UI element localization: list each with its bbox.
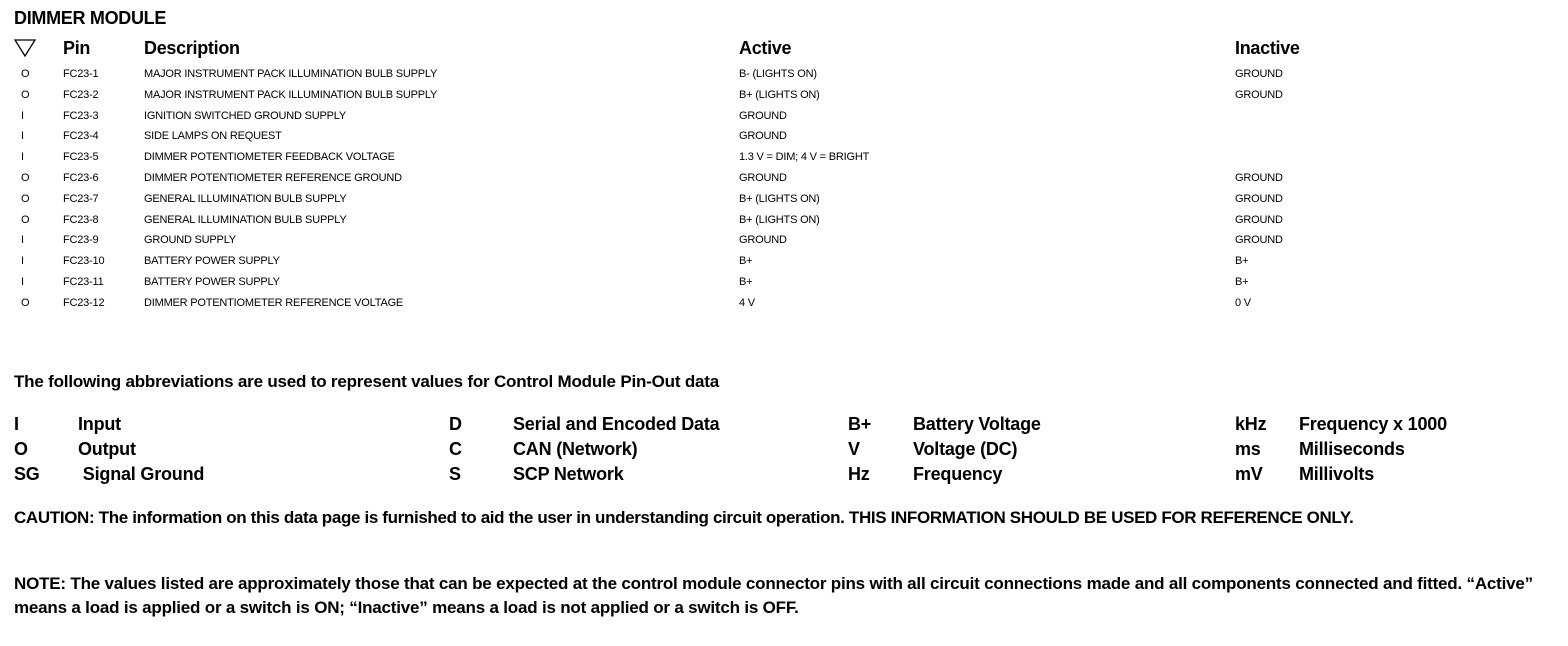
table-row — [14, 230, 1554, 251]
abbreviation-meaning: CAN (Network) — [513, 439, 638, 459]
active-cell: GROUND — [739, 109, 787, 122]
table-row — [14, 64, 1554, 85]
abbreviation-meaning: Frequency — [913, 464, 1003, 484]
inactive-cell: B+ — [1235, 275, 1249, 288]
table-row — [14, 293, 1554, 314]
inactive-cell: GROUND — [1235, 234, 1283, 247]
description-cell: DIMMER POTENTIOMETER FEEDBACK VOLTAGE — [144, 151, 395, 164]
inactive-cell: GROUND — [1235, 171, 1283, 184]
io-cell: O — [21, 88, 30, 101]
active-cell: 1.3 V = DIM; 4 V = BRIGHT — [739, 151, 870, 164]
pin-cell: FC23-7 — [63, 192, 99, 205]
pin-cell: FC23-8 — [63, 213, 99, 226]
inactive-cell: 0 V — [1235, 296, 1251, 309]
io-cell: I — [21, 234, 24, 247]
abbreviation-meaning: Signal Ground — [78, 464, 205, 484]
inactive-cell: GROUND — [1235, 88, 1283, 101]
description-cell: MAJOR INSTRUMENT PACK ILLUMINATION BULB SUPPLY — [144, 88, 438, 101]
abbreviation-row — [14, 439, 1554, 464]
active-cell: B+ — [739, 275, 753, 288]
table-row — [14, 147, 1554, 168]
table-row — [14, 210, 1554, 231]
abbreviation-meaning: SCP Network — [513, 464, 624, 484]
abbreviation-code: mV — [1235, 464, 1263, 484]
abbreviation-row — [14, 464, 1554, 489]
description-cell: DIMMER POTENTIOMETER REFERENCE VOLTAGE — [144, 296, 404, 309]
inactive-cell: GROUND — [1235, 213, 1283, 226]
abbreviation-meaning: Output — [78, 439, 136, 459]
inactive-cell: GROUND — [1235, 192, 1283, 205]
pin-cell: FC23-6 — [63, 171, 99, 184]
abbreviation-meaning: Millivolts — [1299, 464, 1375, 484]
active-cell: B+ — [739, 255, 753, 268]
table-row — [14, 106, 1554, 127]
description-cell: GENERAL ILLUMINATION BULB SUPPLY — [144, 213, 347, 226]
table-body — [14, 64, 1554, 314]
description-cell: MAJOR INSTRUMENT PACK ILLUMINATION BULB SUPPLY — [144, 68, 438, 80]
description-cell: BATTERY POWER SUPPLY — [144, 255, 280, 268]
io-cell: O — [21, 213, 30, 226]
triangle-down-icon — [14, 38, 44, 57]
table-row — [14, 272, 1554, 293]
table-header — [14, 38, 1554, 64]
active-cell: B+ (LIGHTS ON) — [739, 213, 820, 226]
abbreviation-meaning: Frequency x 1000 — [1299, 414, 1447, 434]
active-cell: 4 V — [739, 296, 755, 309]
module-title: DIMMER MODULE — [14, 8, 167, 28]
io-cell: I — [21, 255, 24, 268]
abbreviation-row — [14, 414, 1554, 439]
description-cell: SIDE LAMPS ON REQUEST — [144, 130, 282, 143]
description-cell: GROUND SUPPLY — [144, 234, 236, 247]
io-cell: I — [21, 109, 24, 122]
inactive-cell: GROUND — [1235, 68, 1283, 80]
abbreviation-code: O — [14, 439, 28, 459]
active-cell: GROUND — [739, 234, 787, 247]
abbreviation-code: V — [848, 439, 860, 459]
abbreviation-meaning: Milliseconds — [1299, 439, 1405, 459]
abbreviation-code: S — [449, 464, 461, 484]
io-cell: O — [21, 68, 30, 80]
pin-out-table — [14, 38, 1554, 314]
abbreviation-code: kHz — [1235, 414, 1267, 434]
abbreviation-meaning: Serial and Encoded Data — [513, 414, 720, 434]
pin-cell: FC23-2 — [63, 88, 99, 101]
description-cell: DIMMER POTENTIOMETER REFERENCE GROUND — [144, 171, 402, 184]
table-row — [14, 126, 1554, 147]
abbreviation-meaning: Battery Voltage — [913, 414, 1041, 434]
caution-text: CAUTION: The information on this data page is furnished to aid the user in understanding circuit operation. THIS INFORMATION SHOULD BE USED FOR REFERENCE ONLY. — [14, 508, 1354, 527]
abbreviation-code: B+ — [848, 414, 872, 434]
active-cell: B+ (LIGHTS ON) — [739, 88, 820, 101]
abbreviation-meaning: Input — [78, 414, 121, 434]
table-row — [14, 251, 1554, 272]
io-cell: I — [21, 130, 24, 143]
io-cell: I — [21, 151, 24, 164]
abbreviation-code: I — [14, 414, 19, 434]
pin-cell: FC23-12 — [63, 296, 105, 309]
header-pin: Pin — [63, 38, 91, 58]
abbreviation-code: D — [449, 414, 462, 434]
abbreviations-heading: The following abbreviations are used to represent values for Control Module Pin-Out data — [14, 372, 719, 391]
pin-cell: FC23-1 — [63, 68, 99, 80]
table-row — [14, 168, 1554, 189]
io-cell: I — [21, 275, 24, 288]
note-text: NOTE: The values listed are approximately those that can be expected at the control module connector pins with all circuit connections made and all components connected and fitted. “Active” means a load is applied or a switch is ON; “Inactive” means a load is not applied or a switch is OFF. — [14, 574, 1533, 617]
pin-cell: FC23-11 — [63, 275, 104, 288]
header-inactive: Inactive — [1235, 38, 1300, 58]
io-cell: O — [21, 171, 30, 184]
header-description: Description — [144, 38, 240, 58]
description-cell: GENERAL ILLUMINATION BULB SUPPLY — [144, 192, 347, 205]
abbreviation-code: Hz — [848, 464, 870, 484]
description-cell: BATTERY POWER SUPPLY — [144, 275, 280, 288]
header-active: Active — [739, 38, 792, 58]
active-cell: B+ (LIGHTS ON) — [739, 192, 820, 205]
active-cell: GROUND — [739, 171, 787, 184]
pin-cell: FC23-5 — [63, 151, 99, 164]
io-cell: O — [21, 192, 30, 205]
inactive-cell: B+ — [1235, 255, 1249, 268]
table-row — [14, 189, 1554, 210]
table-row — [14, 85, 1554, 106]
pin-cell: FC23-10 — [63, 255, 105, 268]
abbreviation-meaning: Voltage (DC) — [913, 439, 1018, 459]
active-cell: GROUND — [739, 130, 787, 143]
io-cell: O — [21, 296, 30, 309]
abbreviation-code: ms — [1235, 439, 1261, 459]
pin-cell: FC23-9 — [63, 234, 99, 247]
description-cell: IGNITION SWITCHED GROUND SUPPLY — [144, 109, 346, 122]
pin-cell: FC23-3 — [63, 109, 99, 122]
pin-cell: FC23-4 — [63, 130, 99, 143]
active-cell: B- (LIGHTS ON) — [739, 68, 817, 80]
abbreviation-code: C — [449, 439, 462, 459]
abbreviations-grid — [14, 414, 1554, 489]
abbreviation-code: SG — [14, 464, 40, 484]
